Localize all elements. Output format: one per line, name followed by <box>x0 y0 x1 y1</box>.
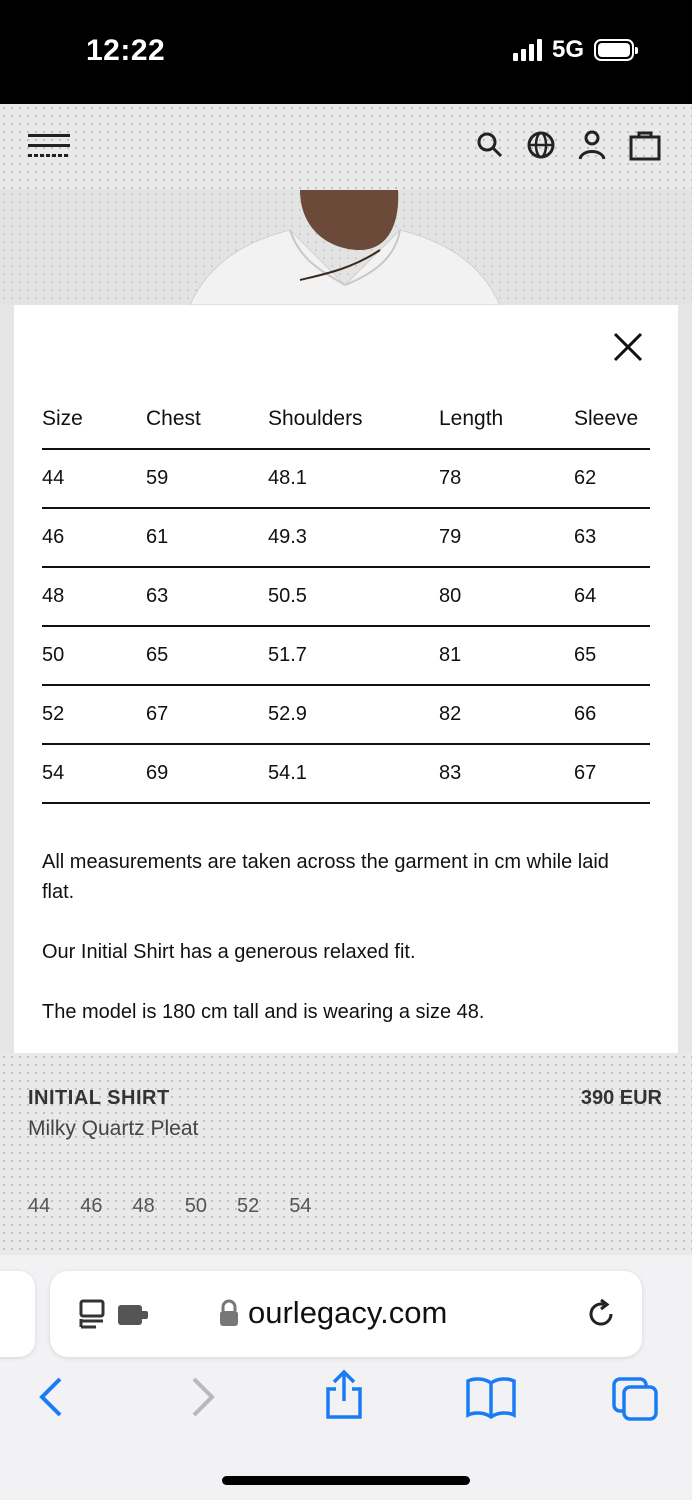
table-cell: 65 <box>574 626 650 685</box>
signal-icon <box>513 39 542 61</box>
table-cell: 51.7 <box>268 626 439 685</box>
home-indicator <box>222 1476 470 1485</box>
table-cell: 48 <box>42 567 146 626</box>
table-cell: 50 <box>42 626 146 685</box>
table-cell: 79 <box>439 508 574 567</box>
share-button[interactable] <box>322 1369 366 1426</box>
browser-nav <box>0 1375 692 1435</box>
size-guide-modal <box>14 305 678 1053</box>
status-indicators <box>513 36 634 64</box>
table-cell: 62 <box>574 449 650 508</box>
column-header: Chest <box>146 389 268 449</box>
battery-icon <box>594 39 634 61</box>
close-icon[interactable] <box>612 331 644 363</box>
table-cell: 54 <box>42 744 146 803</box>
table-row <box>42 626 650 685</box>
product-info <box>0 1053 692 1255</box>
column-header: Size <box>42 389 146 449</box>
previous-tab[interactable] <box>0 1271 35 1357</box>
table-cell: 63 <box>146 567 268 626</box>
table-cell: 81 <box>439 626 574 685</box>
table-cell: 83 <box>439 744 574 803</box>
table-row <box>42 449 650 508</box>
size-option[interactable]: 46 <box>80 1195 103 1217</box>
globe-icon[interactable] <box>526 130 556 160</box>
site-header <box>0 104 692 190</box>
table-cell: 46 <box>42 508 146 567</box>
table-cell: 67 <box>574 744 650 803</box>
size-option[interactable]: 52 <box>237 1195 260 1217</box>
product-name: INITIAL SHIRT <box>28 1087 170 1109</box>
menu-icon[interactable] <box>28 134 70 158</box>
table-row <box>42 567 650 626</box>
size-notes <box>42 847 642 1057</box>
status-time: 12:22 <box>86 34 166 67</box>
size-option[interactable]: 48 <box>132 1195 155 1217</box>
chevron-right-icon <box>188 1375 218 1419</box>
share-icon <box>322 1369 366 1421</box>
table-cell: 44 <box>42 449 146 508</box>
table-cell: 49.3 <box>268 508 439 567</box>
table-cell: 65 <box>146 626 268 685</box>
search-icon[interactable] <box>476 131 504 159</box>
product-price: 390 EUR <box>580 1087 662 1109</box>
table-cell: 69 <box>146 744 268 803</box>
model-photo <box>0 190 692 305</box>
size-option[interactable]: 44 <box>28 1195 51 1217</box>
lock-icon <box>218 1299 240 1327</box>
size-option[interactable]: 54 <box>289 1195 312 1217</box>
header-actions <box>476 128 662 162</box>
network-label: 5G <box>551 36 584 63</box>
note-text: Our Initial Shirt has a generous relaxed fit. <box>42 941 416 963</box>
table-cell: 82 <box>439 685 574 744</box>
account-icon[interactable] <box>578 129 606 161</box>
tabs-icon <box>610 1375 660 1423</box>
column-header: Length <box>439 389 574 449</box>
size-table <box>42 389 650 804</box>
product-image <box>0 190 692 305</box>
table-cell: 52 <box>42 685 146 744</box>
back-button[interactable] <box>36 1375 66 1424</box>
table-row <box>42 685 650 744</box>
forward-button[interactable] <box>188 1375 218 1424</box>
table-cell: 48.1 <box>268 449 439 508</box>
bookmarks-button[interactable] <box>464 1375 518 1424</box>
tabs-button[interactable] <box>610 1375 660 1428</box>
status-bar <box>0 0 692 104</box>
table-cell: 63 <box>574 508 650 567</box>
table-cell: 64 <box>574 567 650 626</box>
size-option[interactable]: 50 <box>184 1195 207 1217</box>
table-header-row <box>42 389 650 449</box>
url-text: ourlegacy.com <box>248 1295 448 1330</box>
column-header: Sleeve <box>574 389 650 449</box>
note-text: All measurements are taken across the garment in cm while laid flat. <box>42 851 609 903</box>
address-bar[interactable] <box>50 1271 642 1357</box>
column-header: Shoulders <box>268 389 439 449</box>
size-selector <box>28 1195 312 1218</box>
page-menu-icon[interactable] <box>76 1297 156 1333</box>
chevron-left-icon <box>36 1375 66 1419</box>
table-cell: 52.9 <box>268 685 439 744</box>
table-cell: 54.1 <box>268 744 439 803</box>
table-cell: 61 <box>146 508 268 567</box>
reload-icon[interactable] <box>584 1297 618 1331</box>
product-variant: Milky Quartz Pleat <box>28 1117 199 1140</box>
browser-toolbar <box>0 1255 692 1500</box>
table-row <box>42 744 650 803</box>
table-row <box>42 508 650 567</box>
table-cell: 66 <box>574 685 650 744</box>
note-text: The model is 180 cm tall and is wearing a size 48. <box>42 1001 485 1023</box>
table-cell: 78 <box>439 449 574 508</box>
table-cell: 80 <box>439 567 574 626</box>
table-cell: 67 <box>146 685 268 744</box>
table-cell: 59 <box>146 449 268 508</box>
table-cell: 50.5 <box>268 567 439 626</box>
book-icon <box>464 1375 518 1419</box>
bag-icon[interactable] <box>628 128 662 162</box>
